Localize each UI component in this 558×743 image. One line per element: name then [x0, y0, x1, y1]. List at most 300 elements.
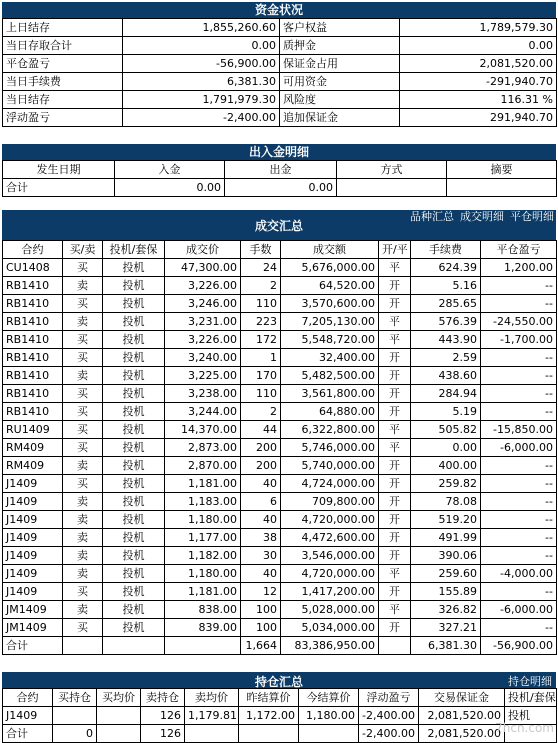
- funds-cell-v2: 116.31 %: [400, 91, 557, 109]
- trade-cell: 1,182.00: [165, 547, 241, 565]
- positions-total-cell: 126: [141, 725, 185, 743]
- trades-total-cell: [165, 637, 241, 655]
- trade-cell: 2,873.00: [165, 439, 241, 457]
- inout-total-summary: [447, 179, 557, 197]
- trade-cell: --: [481, 511, 557, 529]
- trade-row: [3, 547, 557, 565]
- funds-cell-l1: 当日手续费: [3, 73, 123, 91]
- trade-cell: 买: [63, 583, 103, 601]
- trade-cell: 投机: [103, 331, 165, 349]
- trades-col-header: 平仓盈亏: [481, 241, 557, 259]
- trade-cell: 投机: [103, 493, 165, 511]
- trade-cell: 投机: [103, 313, 165, 331]
- trade-cell: CU1408: [3, 259, 63, 277]
- funds-cell-l1: 当日结存: [3, 91, 123, 109]
- trade-cell: 0.00: [411, 439, 481, 457]
- trade-cell: RB1410: [3, 277, 63, 295]
- trade-cell: -24,550.00: [481, 313, 557, 331]
- trade-cell: 3,231.00: [165, 313, 241, 331]
- funds-cell-v1: -56,900.00: [123, 55, 280, 73]
- funds-cell-v2: 291,940.70: [400, 109, 557, 127]
- position-cell: -2,400.00: [359, 707, 419, 725]
- trades-total-cell: 6,381.30: [411, 637, 481, 655]
- trade-cell: 卖: [63, 601, 103, 619]
- funds-cell-v2: 2,081,520.00: [400, 55, 557, 73]
- positions-col-header: 合约: [3, 689, 53, 707]
- trade-cell: 开: [379, 403, 411, 421]
- trades-total-cell: 83,386,950.00: [281, 637, 379, 655]
- inout-header-in: 入金: [115, 161, 225, 179]
- funds-table: [2, 18, 557, 127]
- trade-cell: 3,244.00: [165, 403, 241, 421]
- trade-cell: 开: [379, 367, 411, 385]
- trades-table: [2, 240, 557, 655]
- trade-cell: 1,177.00: [165, 529, 241, 547]
- trade-cell: 259.60: [411, 565, 481, 583]
- trade-cell: 卖: [63, 565, 103, 583]
- trade-row: [3, 277, 557, 295]
- trade-row: [3, 259, 557, 277]
- funds-row: [3, 19, 557, 37]
- trade-row: [3, 313, 557, 331]
- positions-total-cell: [239, 725, 299, 743]
- trade-cell: --: [481, 295, 557, 313]
- trade-cell: 买: [63, 295, 103, 313]
- trade-cell: 买: [63, 349, 103, 367]
- trade-cell: 3,226.00: [165, 277, 241, 295]
- trades-col-header: 合约: [3, 241, 63, 259]
- positions-col-header: 买持仓: [53, 689, 97, 707]
- trade-cell: --: [481, 475, 557, 493]
- trade-cell: 40: [241, 475, 281, 493]
- trade-cell: 卖: [63, 313, 103, 331]
- trades-col-header: 开/平: [379, 241, 411, 259]
- trade-row: [3, 403, 557, 421]
- trade-row: [3, 493, 557, 511]
- position-cell: 126: [141, 707, 185, 725]
- funds-cell-l1: 平仓盈亏: [3, 55, 123, 73]
- trade-cell: 40: [241, 565, 281, 583]
- inout-total-label: 合计: [3, 179, 115, 197]
- trade-cell: 投机: [103, 619, 165, 637]
- trade-cell: RB1410: [3, 349, 63, 367]
- trade-cell: 3,546,000.00: [281, 547, 379, 565]
- trade-cell: 505.82: [411, 421, 481, 439]
- trades-title: 成交汇总: [254, 219, 303, 233]
- funds-section: [2, 2, 556, 127]
- link-position-detail[interactable]: 持仓明细: [508, 675, 552, 688]
- funds-cell-l2: 客户权益: [280, 19, 400, 37]
- trade-cell: 40: [241, 511, 281, 529]
- positions-col-header: 交易保证金: [419, 689, 505, 707]
- trade-row: [3, 475, 557, 493]
- trade-row: [3, 619, 557, 637]
- positions-total-cell: 0: [53, 725, 97, 743]
- trade-cell: 12: [241, 583, 281, 601]
- trade-cell: 2: [241, 277, 281, 295]
- trade-cell: 4,720,000.00: [281, 511, 379, 529]
- trade-row: [3, 529, 557, 547]
- trade-cell: 投机: [103, 475, 165, 493]
- position-cell: 2,081,520.00: [419, 707, 505, 725]
- trade-cell: 400.00: [411, 457, 481, 475]
- trade-cell: 3,570,600.00: [281, 295, 379, 313]
- inout-total-method: [337, 179, 447, 197]
- positions-section: [2, 672, 556, 743]
- trade-cell: 44: [241, 421, 281, 439]
- trade-cell: J1409: [3, 511, 63, 529]
- trade-cell: --: [481, 493, 557, 511]
- trade-cell: 2.59: [411, 349, 481, 367]
- trade-cell: JM1409: [3, 619, 63, 637]
- trade-row: [3, 385, 557, 403]
- trade-cell: -4,000.00: [481, 565, 557, 583]
- positions-header-row: [3, 689, 557, 707]
- trade-cell: 投机: [103, 421, 165, 439]
- trade-cell: 投机: [103, 547, 165, 565]
- positions-table: [2, 688, 557, 743]
- trade-cell: --: [481, 547, 557, 565]
- positions-col-header: 卖持仓: [141, 689, 185, 707]
- trade-row: [3, 601, 557, 619]
- funds-row: [3, 55, 557, 73]
- trades-total-cell: 1,664: [241, 637, 281, 655]
- trade-cell: 卖: [63, 367, 103, 385]
- trade-cell: 买: [63, 331, 103, 349]
- positions-total-row: [3, 725, 557, 743]
- funds-row: [3, 73, 557, 91]
- trade-cell: 1,181.00: [165, 583, 241, 601]
- trade-cell: 64,880.00: [281, 403, 379, 421]
- position-cell: 1,179.81: [185, 707, 239, 725]
- trade-cell: 38: [241, 529, 281, 547]
- trade-cell: RB1410: [3, 331, 63, 349]
- trade-cell: 443.90: [411, 331, 481, 349]
- trade-cell: 1: [241, 349, 281, 367]
- trade-cell: --: [481, 529, 557, 547]
- trade-cell: 开: [379, 277, 411, 295]
- funds-cell-l2: 追加保证金: [280, 109, 400, 127]
- funds-cell-l1: 当日存取合计: [3, 37, 123, 55]
- trades-col-header: 买/卖: [63, 241, 103, 259]
- trade-cell: 5,740,000.00: [281, 457, 379, 475]
- trade-row: [3, 367, 557, 385]
- funds-cell-v1: -2,400.00: [123, 109, 280, 127]
- trade-row: [3, 511, 557, 529]
- trades-total-cell: -56,900.00: [481, 637, 557, 655]
- trade-cell: 投机: [103, 601, 165, 619]
- position-cell: 投机: [505, 707, 557, 725]
- trade-cell: 7,205,130.00: [281, 313, 379, 331]
- trade-cell: 投机: [103, 529, 165, 547]
- trade-cell: RB1410: [3, 367, 63, 385]
- funds-cell-l1: 上日结存: [3, 19, 123, 37]
- trades-col-header: 成交价: [165, 241, 241, 259]
- trade-cell: 155.89: [411, 583, 481, 601]
- trade-cell: 开: [379, 349, 411, 367]
- trade-cell: 200: [241, 439, 281, 457]
- trade-cell: 投机: [103, 583, 165, 601]
- trade-cell: 卖: [63, 457, 103, 475]
- position-row: [3, 707, 557, 725]
- trade-cell: 投机: [103, 277, 165, 295]
- trade-cell: 5,548,720.00: [281, 331, 379, 349]
- link-close-detail[interactable]: 平仓明细: [510, 210, 554, 223]
- trade-cell: 开: [379, 619, 411, 637]
- trade-cell: 1,180.00: [165, 565, 241, 583]
- funds-cell-v2: 0.00: [400, 37, 557, 55]
- trade-row: [3, 295, 557, 313]
- trade-cell: 平: [379, 259, 411, 277]
- trades-col-header: 手续费: [411, 241, 481, 259]
- trade-cell: 14,370.00: [165, 421, 241, 439]
- trade-cell: 6: [241, 493, 281, 511]
- trade-cell: 5,746,000.00: [281, 439, 379, 457]
- inout-total-in: 0.00: [115, 179, 225, 197]
- trades-header: [2, 210, 556, 240]
- trade-cell: 5,676,000.00: [281, 259, 379, 277]
- funds-cell-v2: 1,789,579.30: [400, 19, 557, 37]
- trade-cell: 839.00: [165, 619, 241, 637]
- trade-row: [3, 583, 557, 601]
- trade-cell: RB1410: [3, 385, 63, 403]
- trade-cell: 开: [379, 493, 411, 511]
- trades-col-header: 成交额: [281, 241, 379, 259]
- trade-cell: -15,850.00: [481, 421, 557, 439]
- trade-cell: 投机: [103, 385, 165, 403]
- trades-header-row: [3, 241, 557, 259]
- trade-cell: 平: [379, 331, 411, 349]
- positions-total-cell: [185, 725, 239, 743]
- trade-row: [3, 457, 557, 475]
- trade-cell: --: [481, 349, 557, 367]
- funds-row: [3, 37, 557, 55]
- trade-cell: 投机: [103, 565, 165, 583]
- trade-cell: 投机: [103, 259, 165, 277]
- trades-total-row: [3, 637, 557, 655]
- trade-cell: --: [481, 385, 557, 403]
- trade-cell: -1,700.00: [481, 331, 557, 349]
- trade-cell: 624.39: [411, 259, 481, 277]
- trade-cell: 5,034,000.00: [281, 619, 379, 637]
- trade-cell: 开: [379, 385, 411, 403]
- trade-cell: J1409: [3, 565, 63, 583]
- trade-cell: 1,417,200.00: [281, 583, 379, 601]
- trade-cell: --: [481, 367, 557, 385]
- trades-col-header: 投机/套保: [103, 241, 165, 259]
- trade-cell: -6,000.00: [481, 439, 557, 457]
- position-cell: [53, 707, 97, 725]
- trade-cell: 卖: [63, 511, 103, 529]
- trade-cell: 买: [63, 619, 103, 637]
- positions-header: [2, 672, 556, 688]
- positions-total-cell: [97, 725, 141, 743]
- trade-cell: 开: [379, 583, 411, 601]
- trade-cell: RM409: [3, 439, 63, 457]
- trade-cell: 4,472,600.00: [281, 529, 379, 547]
- trade-cell: 4,724,000.00: [281, 475, 379, 493]
- trade-cell: 开: [379, 457, 411, 475]
- inout-header-method: 方式: [337, 161, 447, 179]
- funds-cell-l2: 保证金占用: [280, 55, 400, 73]
- position-cell: 1,172.00: [239, 707, 299, 725]
- trades-col-header: 手数: [241, 241, 281, 259]
- funds-cell-l1: 浮动盈亏: [3, 109, 123, 127]
- trade-cell: --: [481, 619, 557, 637]
- inout-header-date: 发生日期: [3, 161, 115, 179]
- funds-cell-l2: 质押金: [280, 37, 400, 55]
- link-product-summary[interactable]: 品种汇总: [410, 210, 454, 223]
- trade-cell: 开: [379, 295, 411, 313]
- positions-col-header: 昨结算价: [239, 689, 299, 707]
- trade-cell: --: [481, 277, 557, 295]
- trade-cell: 709,800.00: [281, 493, 379, 511]
- trade-row: [3, 565, 557, 583]
- inout-header-summary: 摘要: [447, 161, 557, 179]
- trade-cell: 平: [379, 439, 411, 457]
- position-cell: 1,180.00: [299, 707, 359, 725]
- trades-total-cell: [379, 637, 411, 655]
- trade-cell: 买: [63, 439, 103, 457]
- trade-cell: 卖: [63, 277, 103, 295]
- trade-cell: 32,400.00: [281, 349, 379, 367]
- trade-cell: 投机: [103, 349, 165, 367]
- funds-cell-v2: -291,940.70: [400, 73, 557, 91]
- funds-cell-v1: 0.00: [123, 37, 280, 55]
- trade-cell: 开: [379, 511, 411, 529]
- trade-cell: 开: [379, 529, 411, 547]
- inout-title: 出入金明细: [2, 144, 556, 160]
- positions-total-cell: 合计: [3, 725, 53, 743]
- trade-cell: 5.19: [411, 403, 481, 421]
- trade-cell: 投机: [103, 439, 165, 457]
- trade-cell: 200: [241, 457, 281, 475]
- trade-row: [3, 331, 557, 349]
- trade-cell: 开: [379, 475, 411, 493]
- funds-cell-l2: 可用资金: [280, 73, 400, 91]
- trade-cell: 平: [379, 313, 411, 331]
- trade-cell: 买: [63, 259, 103, 277]
- watermark: 7hcn.com: [495, 721, 554, 735]
- trade-cell: 5,028,000.00: [281, 601, 379, 619]
- trade-cell: 100: [241, 601, 281, 619]
- trade-cell: RB1410: [3, 295, 63, 313]
- positions-title: 持仓汇总: [254, 675, 303, 689]
- inout-header-out: 出金: [225, 161, 337, 179]
- trade-cell: 5.16: [411, 277, 481, 295]
- trade-cell: 卖: [63, 529, 103, 547]
- trades-total-cell: [103, 637, 165, 655]
- positions-col-header: 今结算价: [299, 689, 359, 707]
- link-trade-detail[interactable]: 成交明细: [460, 210, 504, 223]
- trade-cell: 5,482,500.00: [281, 367, 379, 385]
- trade-cell: 3,561,800.00: [281, 385, 379, 403]
- trade-cell: 3,238.00: [165, 385, 241, 403]
- positions-total-cell: [299, 725, 359, 743]
- trade-cell: J1409: [3, 583, 63, 601]
- trade-cell: 3,240.00: [165, 349, 241, 367]
- trade-cell: 4,720,000.00: [281, 565, 379, 583]
- trade-cell: 投机: [103, 511, 165, 529]
- trades-section: [2, 210, 556, 655]
- trade-row: [3, 349, 557, 367]
- trade-cell: 223: [241, 313, 281, 331]
- trade-cell: 投机: [103, 403, 165, 421]
- trade-cell: 买: [63, 385, 103, 403]
- trade-cell: --: [481, 583, 557, 601]
- funds-cell-v1: 6,381.30: [123, 73, 280, 91]
- trade-cell: 投机: [103, 367, 165, 385]
- trade-cell: 326.82: [411, 601, 481, 619]
- trade-cell: J1409: [3, 529, 63, 547]
- trade-cell: 卖: [63, 493, 103, 511]
- funds-cell-l2: 风险度: [280, 91, 400, 109]
- trade-cell: 平: [379, 601, 411, 619]
- inout-total-out: 0.00: [225, 179, 337, 197]
- trade-cell: 1,180.00: [165, 511, 241, 529]
- trade-cell: 2: [241, 403, 281, 421]
- trade-cell: JM1409: [3, 601, 63, 619]
- trade-cell: --: [481, 403, 557, 421]
- positions-total-cell: 2,081,520.00: [419, 725, 505, 743]
- trade-cell: RB1410: [3, 403, 63, 421]
- trade-cell: 3,226.00: [165, 331, 241, 349]
- trade-cell: 平: [379, 565, 411, 583]
- trade-cell: 100: [241, 619, 281, 637]
- positions-col-header: 卖均价: [185, 689, 239, 707]
- trade-cell: J1409: [3, 475, 63, 493]
- trade-cell: J1409: [3, 547, 63, 565]
- position-cell: [97, 707, 141, 725]
- trade-cell: 2,870.00: [165, 457, 241, 475]
- trade-cell: 1,200.00: [481, 259, 557, 277]
- trade-cell: 3,246.00: [165, 295, 241, 313]
- trade-cell: 170: [241, 367, 281, 385]
- trade-cell: 259.82: [411, 475, 481, 493]
- trade-cell: 838.00: [165, 601, 241, 619]
- trade-cell: 平: [379, 421, 411, 439]
- trade-cell: 576.39: [411, 313, 481, 331]
- trade-cell: 491.99: [411, 529, 481, 547]
- trade-cell: 110: [241, 385, 281, 403]
- trade-cell: 24: [241, 259, 281, 277]
- funds-title: 资金状况: [2, 2, 556, 18]
- trade-cell: 30: [241, 547, 281, 565]
- trade-cell: --: [481, 457, 557, 475]
- trade-cell: 285.65: [411, 295, 481, 313]
- trade-cell: 519.20: [411, 511, 481, 529]
- trade-cell: 1,183.00: [165, 493, 241, 511]
- funds-cell-v1: 1,855,260.60: [123, 19, 280, 37]
- funds-cell-v1: 1,791,979.30: [123, 91, 280, 109]
- trade-cell: 买: [63, 421, 103, 439]
- trade-cell: 327.21: [411, 619, 481, 637]
- inout-section: [2, 144, 556, 197]
- trade-cell: -6,000.00: [481, 601, 557, 619]
- trade-cell: 110: [241, 295, 281, 313]
- trade-cell: 开: [379, 547, 411, 565]
- trade-cell: 1,181.00: [165, 475, 241, 493]
- inout-table: [2, 160, 557, 197]
- trade-cell: 64,520.00: [281, 277, 379, 295]
- trade-cell: 390.06: [411, 547, 481, 565]
- trade-cell: 卖: [63, 547, 103, 565]
- position-cell: J1409: [3, 707, 53, 725]
- trade-row: [3, 439, 557, 457]
- trade-cell: 投机: [103, 295, 165, 313]
- positions-col-header: 浮动盈亏: [359, 689, 419, 707]
- trade-cell: 284.94: [411, 385, 481, 403]
